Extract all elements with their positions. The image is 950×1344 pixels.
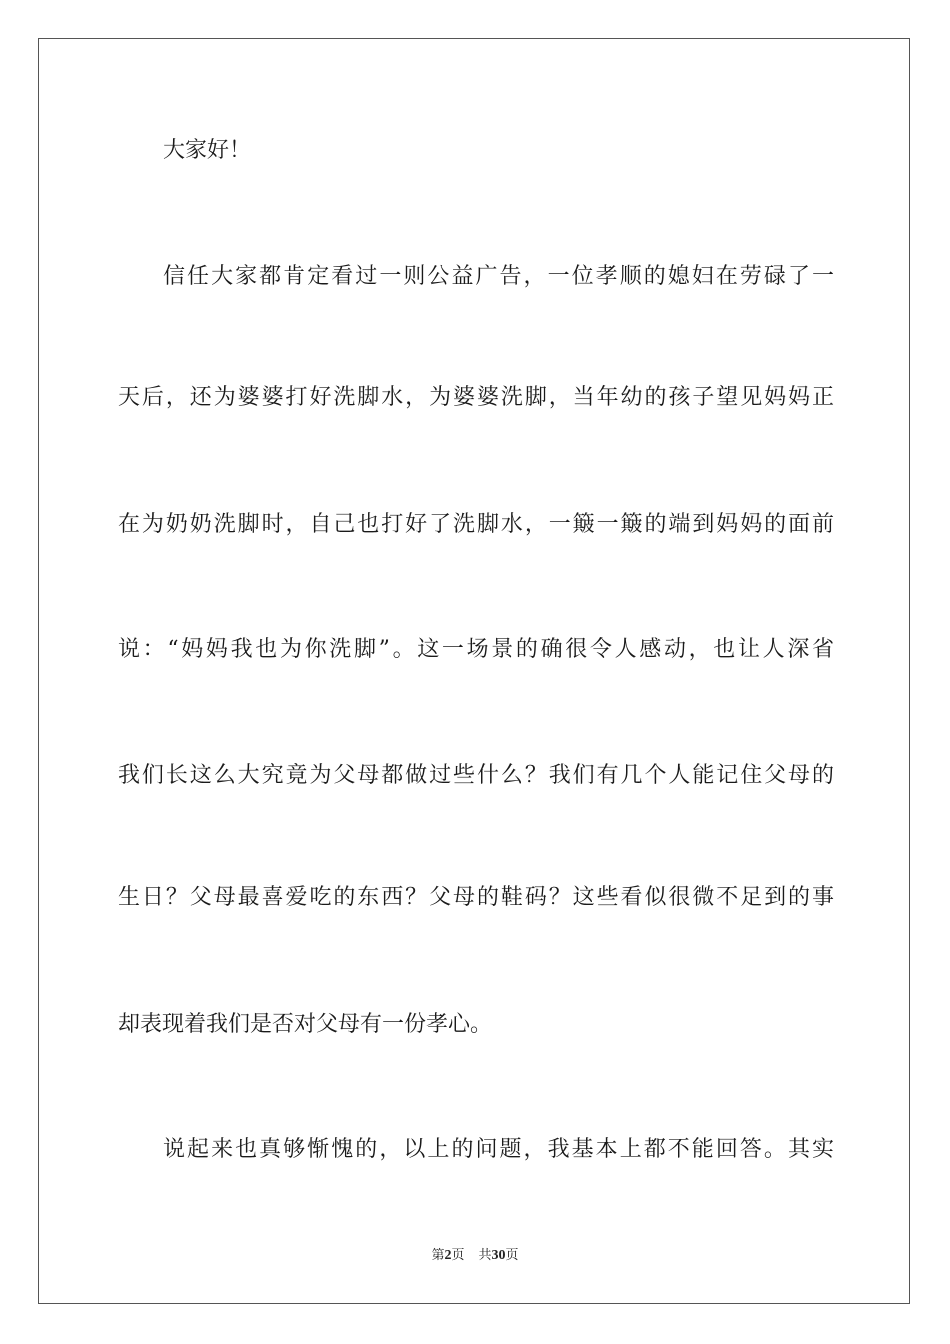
paragraph-1-line-4: 说：“妈妈我也为你洗脚”。这一场景的确很令人感动，也让人深省 <box>118 637 834 662</box>
greeting-text: 大家好！ <box>163 138 252 163</box>
paragraph-1-line-6: 生日？父母最喜爱吃的东西？父母的鞋码？这些看似很微不足到的事 <box>118 885 834 910</box>
paragraph-1-line-5: 我们长这么大究竟为父母都做过些什么？我们有几个人能记住父母的 <box>118 763 834 788</box>
page-footer <box>0 1247 950 1265</box>
footer-total-prefix: 共 <box>478 1248 492 1263</box>
footer-page-prefix: 第 <box>431 1248 445 1263</box>
paragraph-2-line-1: 说起来也真够惭愧的，以上的问题，我基本上都不能回答。其实 <box>163 1137 834 1162</box>
page-border <box>38 38 910 1304</box>
footer-total-unit: 页 <box>505 1248 519 1263</box>
paragraph-1-line-3: 在为奶奶洗脚时，自己也打好了洗脚水，一簸一簸的端到妈妈的面前 <box>118 512 834 537</box>
paragraph-1-line-1: 信任大家都肯定看过一则公益广告，一位孝顺的媳妇在劳碌了一 <box>163 264 834 289</box>
paragraph-1-line-7: 却表现着我们是否对父母有一份孝心。 <box>118 1012 493 1037</box>
paragraph-1-line-2: 天后，还为婆婆打好洗脚水，为婆婆洗脚，当年幼的孩子望见妈妈正 <box>118 385 834 410</box>
footer-total-pages: 30 <box>491 1248 506 1263</box>
footer-page-number: 2 <box>444 1248 452 1263</box>
footer-page-unit: 页 <box>451 1248 465 1263</box>
